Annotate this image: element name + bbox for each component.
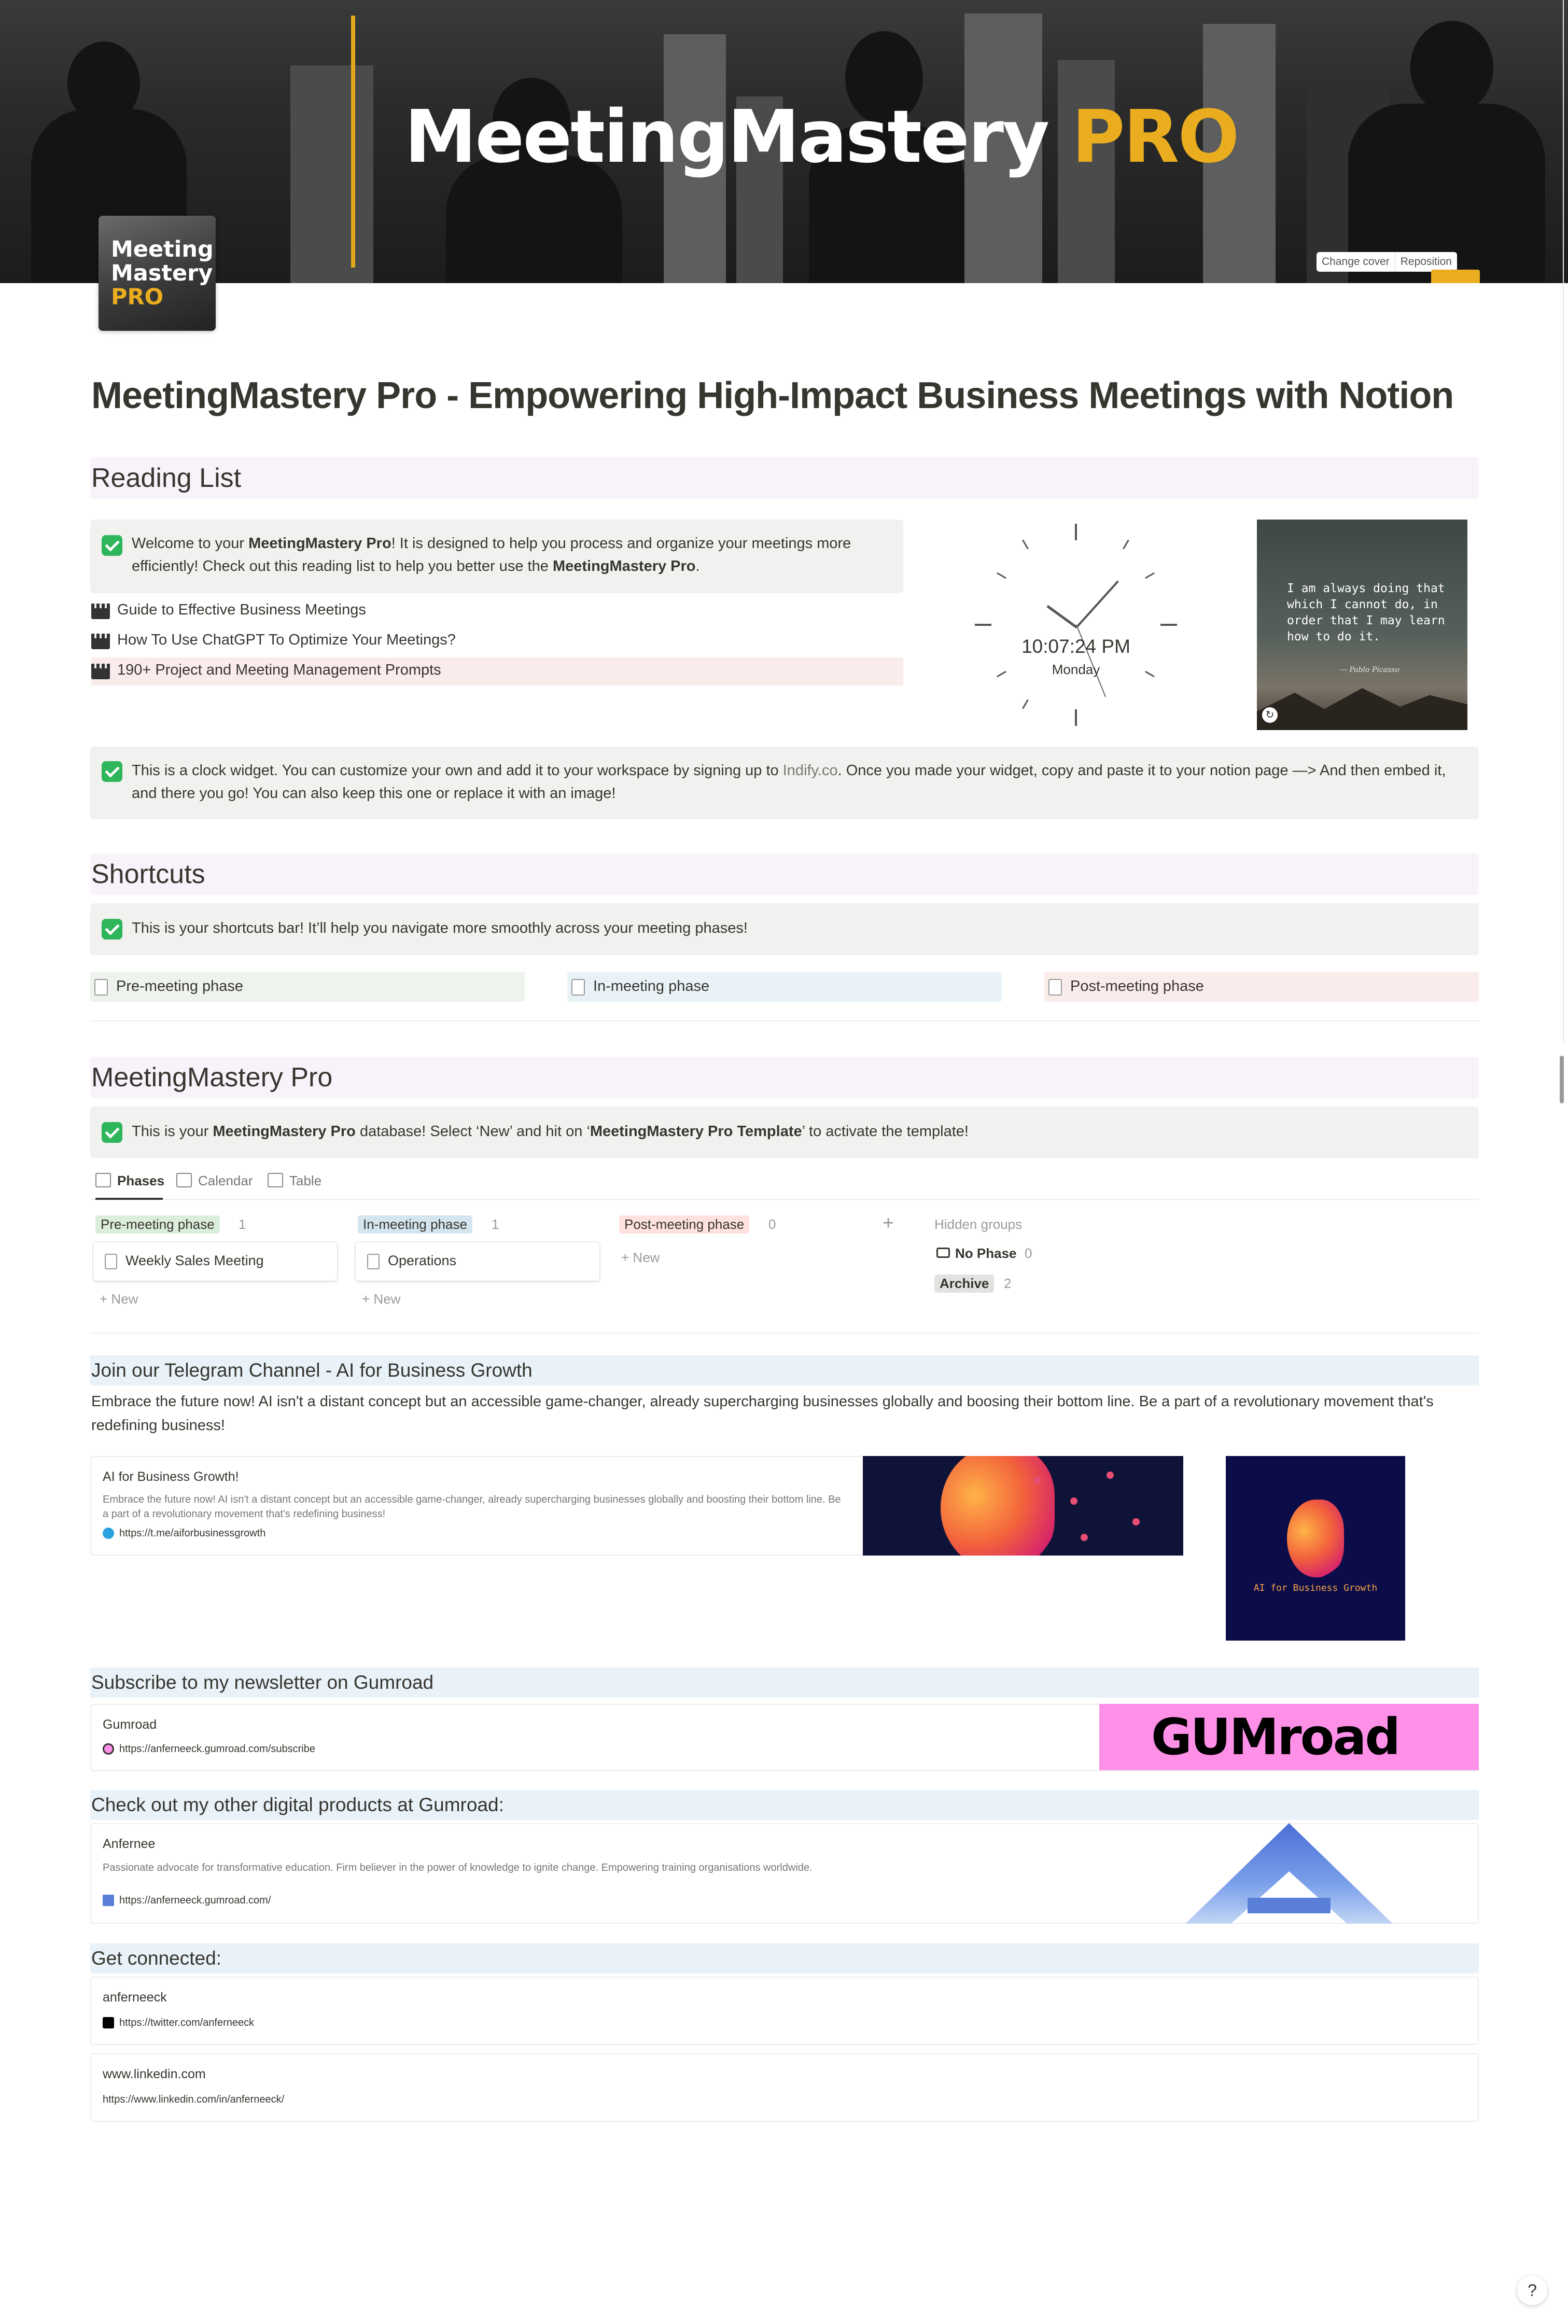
- bookmark-title: www.linkedin.com: [103, 2067, 206, 2081]
- new-card-button[interactable]: + New: [362, 1291, 401, 1307]
- page-title[interactable]: MeetingMastery Pro - Empowering High-Impact Business Meetings with Notion: [91, 375, 1454, 416]
- network-node: [1034, 1477, 1041, 1484]
- clapperboard-icon: [91, 634, 110, 649]
- clock-tick: [1145, 572, 1155, 579]
- heading-text: Get connected:: [91, 1948, 221, 1969]
- card-title: Operations: [388, 1253, 457, 1268]
- group-count: 2: [1004, 1276, 1012, 1291]
- person-silhouette: [1410, 21, 1493, 114]
- group-post-meeting[interactable]: Post-meeting phase: [619, 1215, 749, 1234]
- callout-text: This is a clock widget. You can customize your own and add it to your workspace by signing up to Indify.co. Once you made your widget, copy and paste it to your notion page —> And then embed it, and there you go! You can also keep this one or replace it with an image!: [132, 762, 1446, 802]
- network-node: [1132, 1518, 1140, 1525]
- tab-phases[interactable]: Phases: [95, 1173, 164, 1189]
- heading-text: Subscribe to my newsletter on Gumroad: [91, 1672, 434, 1693]
- check-icon: [102, 535, 122, 556]
- reading-item-label: Guide to Effective Business Meetings: [117, 601, 366, 618]
- clock-tick: [1075, 524, 1077, 540]
- divider: [90, 1333, 1479, 1334]
- page-icon-line: Meeting: [111, 236, 214, 262]
- database-callout: [90, 1107, 1479, 1158]
- clock-tick: [1022, 540, 1029, 550]
- cover-accent-line: [351, 16, 355, 268]
- no-phase-group[interactable]: No Phase: [936, 1245, 1017, 1262]
- scrollbar-track: [1563, 0, 1564, 1042]
- bookmark-url: https://anferneeck.gumroad.com/: [103, 1895, 271, 1907]
- callout-text: This is your shortcuts bar! It’ll help you navigate more smoothly across your meeting phases!: [132, 920, 748, 936]
- cover-title: MeetingMastery PRO: [404, 95, 1238, 179]
- reading-list-item[interactable]: [91, 627, 903, 655]
- page-icon: [571, 979, 585, 996]
- table-icon: [268, 1173, 283, 1187]
- callout-text: This is your MeetingMastery Pro database! Select ‘New’ and hit on ‘MeetingMastery Pro Template’ to activate the template!: [132, 1123, 969, 1140]
- person-silhouette: [67, 41, 140, 124]
- heading-text: Check out my other digital products at Gumroad:: [91, 1794, 504, 1815]
- check-icon: [102, 761, 122, 782]
- reading-item-label: How To Use ChatGPT To Optimize Your Meetings?: [117, 632, 456, 648]
- bookmark-title: Anfernee: [103, 1837, 156, 1851]
- anfernee-preview-image: [1185, 1823, 1393, 1924]
- shortcut-in-meeting[interactable]: [567, 972, 1002, 1002]
- reading-list-item[interactable]: [91, 657, 903, 685]
- heading-text: Join our Telegram Channel - AI for Business Growth: [91, 1360, 533, 1381]
- products-heading: [90, 1790, 1479, 1820]
- heading-text: Shortcuts: [91, 859, 205, 889]
- heading-text: MeetingMastery Pro: [91, 1062, 333, 1093]
- anfernee-logo: [1248, 1898, 1331, 1913]
- archive-group[interactable]: Archive: [934, 1275, 994, 1293]
- board-card[interactable]: [356, 1242, 599, 1281]
- page-icon[interactable]: [99, 216, 216, 331]
- reading-list-callout: [90, 520, 903, 593]
- quote-widget: [1257, 520, 1467, 730]
- card-title: Weekly Sales Meeting: [125, 1253, 264, 1268]
- clock-tick: [1160, 624, 1177, 626]
- database-heading: [90, 1057, 1479, 1098]
- divider: [90, 1020, 1479, 1021]
- clock-tick: [975, 624, 991, 626]
- page-icon: [1048, 979, 1062, 996]
- shortcut-label: Pre-meeting phase: [116, 978, 244, 995]
- cover-image: [0, 0, 1568, 286]
- shortcut-label: In-meeting phase: [593, 978, 710, 995]
- x-logo-icon: [103, 2017, 114, 2028]
- inbox-icon: [936, 1248, 950, 1258]
- bookmark-title: Gumroad: [103, 1717, 157, 1732]
- clapperboard-icon: [91, 604, 110, 619]
- cover-corner-accent: [1431, 270, 1480, 283]
- group-in-meeting[interactable]: In-meeting phase: [358, 1215, 472, 1234]
- board-icon: [95, 1173, 111, 1187]
- ai-business-growth-image: [1226, 1456, 1405, 1641]
- bookmark-url: https://anferneeck.gumroad.com/subscribe: [103, 1743, 315, 1755]
- check-icon: [102, 919, 122, 940]
- indify-link[interactable]: Indify.co: [782, 762, 838, 779]
- bookmark-url: https://twitter.com/anferneeck: [103, 2017, 254, 2029]
- change-cover-button[interactable]: Change cover: [1322, 256, 1390, 268]
- help-button[interactable]: ?: [1517, 2275, 1547, 2305]
- clock-day: Monday: [1052, 662, 1100, 677]
- group-count: 1: [239, 1216, 246, 1232]
- shortcut-label: Post-meeting phase: [1070, 978, 1204, 995]
- reading-list-heading: [90, 457, 1479, 499]
- clock-tick: [997, 572, 1006, 579]
- clapperboard-icon: [91, 664, 110, 679]
- bookmark-title: anferneeck: [103, 1990, 167, 2005]
- reposition-button[interactable]: Reposition: [1395, 252, 1457, 272]
- image-caption: AI for Business Growth: [1253, 1583, 1378, 1593]
- group-count: 0: [1025, 1245, 1032, 1261]
- clock-minute-hand: [1076, 580, 1119, 628]
- reading-list-item[interactable]: [91, 597, 903, 625]
- gumroad-logo-text: GUMroad: [1151, 1708, 1399, 1766]
- clock-tick: [1022, 699, 1029, 709]
- bookmark-description: Embrace the future now! AI isn't a distant concept but an accessible game-changer, already supercharging businesses globally and boosting their bottom line. Be a part of a revolutionary movement that's redefining business!: [103, 1494, 841, 1520]
- heading-text: Reading List: [91, 463, 242, 493]
- group-count: 0: [768, 1216, 776, 1232]
- tab-table[interactable]: Table: [268, 1173, 321, 1189]
- page-icon-line: PRO: [111, 284, 164, 310]
- gumroad-preview-image: [1099, 1704, 1479, 1770]
- network-node: [1070, 1497, 1077, 1505]
- shortcuts-callout: [90, 903, 1479, 955]
- bookmark-url: https://www.linkedin.com/in/anferneeck/: [103, 2094, 285, 2105]
- bookmark-title: AI for Business Growth!: [103, 1469, 239, 1484]
- shortcuts-heading: [90, 853, 1479, 895]
- twitter-bookmark[interactable]: [90, 1977, 1479, 2045]
- clock-time: 10:07:24 PM: [1021, 636, 1130, 657]
- clock-hour-hand: [1046, 605, 1077, 628]
- telegram-preview-image: [863, 1456, 1183, 1556]
- hidden-groups-label: Hidden groups: [934, 1216, 1023, 1232]
- new-card-button[interactable]: + New: [100, 1291, 138, 1307]
- shortcut-post-meeting[interactable]: [1044, 972, 1479, 1002]
- telegram-icon: [103, 1528, 114, 1539]
- quote-text: I am always doing that which I cannot do, in order that I may learn how to do it.: [1287, 582, 1445, 643]
- page-icon: [105, 1254, 117, 1269]
- bookmark-description: Passionate advocate for transformative education. Firm believer in the power of knowledge to ignite change. Empowering training organisations worldwide.: [103, 1862, 813, 1873]
- clock-callout: [90, 747, 1479, 819]
- building: [290, 65, 373, 283]
- clock-widget: [975, 524, 1177, 726]
- ai-face-graphic: [941, 1456, 1055, 1556]
- telegram-paragraph: Embrace the future now! AI isn't a distant concept but an accessible game-changer, already supercharging businesses globally and boosing their bottom line. Be a part of a revolutionary movement that's redefining business!: [91, 1393, 1434, 1434]
- board-card[interactable]: [93, 1242, 337, 1281]
- bookmark-url: https://t.me/aiforbusinessgrowth: [103, 1528, 265, 1539]
- ai-face-graphic: [1287, 1500, 1344, 1577]
- telegram-heading: [90, 1355, 1479, 1385]
- quote-author: — Pablo Picasso: [1340, 666, 1399, 674]
- tab-calendar[interactable]: Calendar: [176, 1173, 253, 1189]
- clock-tick: [1075, 709, 1077, 726]
- linkedin-bookmark[interactable]: [90, 2053, 1479, 2122]
- new-card-button[interactable]: + New: [621, 1250, 660, 1265]
- connected-heading: [90, 1943, 1479, 1973]
- clock-tick: [1123, 540, 1129, 550]
- refresh-icon[interactable]: ↻: [1262, 707, 1278, 723]
- page-icon: [367, 1254, 380, 1269]
- tabs-divider: [90, 1199, 1479, 1200]
- page-icon: [94, 979, 108, 996]
- add-group-icon[interactable]: +: [883, 1212, 894, 1234]
- mountain-graphic: [1257, 683, 1467, 730]
- page-icon-line: Mastery: [111, 260, 213, 286]
- active-tab-indicator: [95, 1198, 163, 1200]
- anfernee-icon: [103, 1895, 114, 1906]
- group-count: 1: [492, 1216, 499, 1232]
- cover-controls: [1317, 252, 1457, 272]
- network-node: [1081, 1534, 1088, 1541]
- check-icon: [102, 1122, 122, 1143]
- scrollbar-thumb[interactable]: [1560, 1056, 1564, 1103]
- calendar-icon: [176, 1173, 192, 1187]
- callout-text: Welcome to your MeetingMastery Pro! It is designed to help you process and organize your meetings more efficiently! Check out this reading list to help you better use the MeetingMastery Pro.: [132, 535, 851, 575]
- reading-item-label: 190+ Project and Meeting Management Prompts: [117, 662, 441, 678]
- gumroad-icon: [103, 1743, 114, 1755]
- shortcut-pre-meeting[interactable]: [90, 972, 525, 1002]
- network-node: [1107, 1472, 1114, 1479]
- newsletter-heading: [90, 1668, 1479, 1698]
- group-pre-meeting[interactable]: Pre-meeting phase: [95, 1215, 220, 1234]
